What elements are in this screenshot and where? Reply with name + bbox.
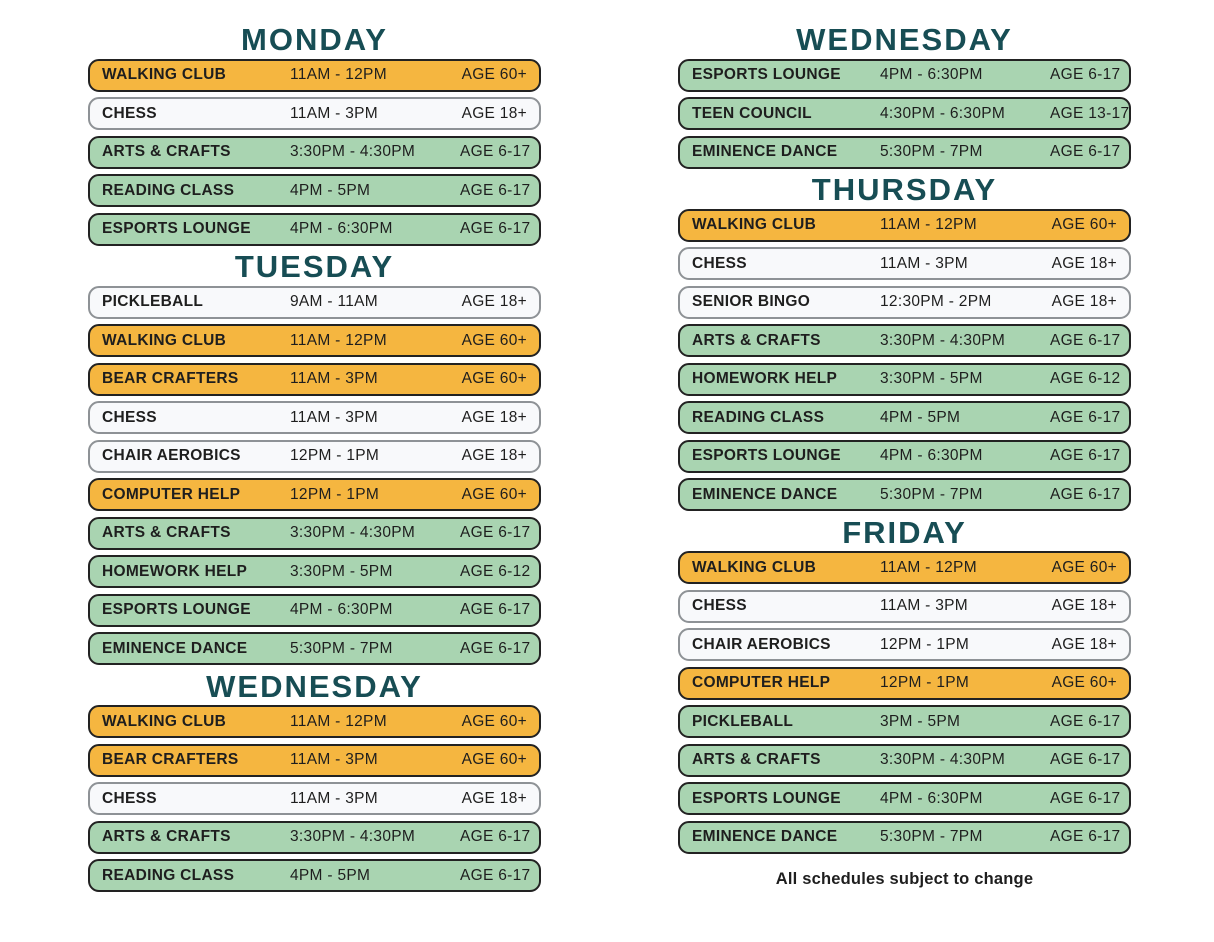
day-section: [678, 24, 1131, 169]
activity-time: 11AM - 3PM: [290, 104, 378, 122]
activity-time: 4PM - 5PM: [290, 181, 371, 199]
schedule-row: [88, 363, 541, 396]
schedule-row: [88, 97, 541, 130]
schedule-row: [88, 440, 541, 473]
schedule-row: [678, 590, 1131, 623]
activity-time: 3:30PM - 4:30PM: [290, 143, 416, 161]
activity-name: HOMEWORK HELP: [692, 370, 838, 388]
day-rows: [88, 705, 541, 892]
day-heading: WEDNESDAY: [206, 668, 423, 704]
activity-name: WALKING CLUB: [102, 331, 227, 349]
activity-age-badge: AGE 18+: [461, 408, 527, 426]
schedule-row: [88, 821, 541, 854]
activity-name: READING CLASS: [102, 181, 235, 199]
activity-time: 11AM - 12PM: [880, 558, 977, 576]
activity-name: CHESS: [692, 254, 747, 272]
activity-age-badge: AGE 60+: [461, 485, 527, 503]
activity-age-badge: AGE 60+: [461, 66, 527, 84]
activity-age-badge: AGE 6-17: [460, 220, 531, 238]
activity-name: EMINENCE DANCE: [102, 639, 248, 657]
activity-time: 11AM - 3PM: [290, 751, 378, 769]
activity-age-badge: AGE 6-17: [460, 639, 531, 657]
schedule-row: [678, 401, 1131, 434]
schedule-row: [88, 555, 541, 588]
schedule-row: [88, 744, 541, 777]
activity-time: 3:30PM - 5PM: [290, 562, 393, 580]
activity-time: 3:30PM - 4:30PM: [290, 828, 416, 846]
activity-name: SENIOR BINGO: [692, 293, 811, 311]
activity-age-badge: AGE 60+: [1051, 558, 1117, 576]
right-column-sections: [678, 24, 1131, 854]
left-column: [88, 24, 541, 898]
activity-time: 12:30PM - 2PM: [880, 293, 992, 311]
activity-age-badge: AGE 6-17: [460, 524, 531, 542]
schedule-row: [88, 632, 541, 665]
activity-age-badge: AGE 6-17: [1050, 66, 1121, 84]
schedule-row: [88, 478, 541, 511]
activity-age-badge: AGE 6-17: [1050, 447, 1121, 465]
activity-time: 11AM - 12PM: [880, 216, 977, 234]
footer-note: All schedules subject to change: [775, 869, 1034, 888]
schedule-row: [678, 59, 1131, 92]
schedule-row: [88, 59, 541, 92]
schedule-row: [678, 363, 1131, 396]
day-section: [88, 251, 541, 665]
activity-time: 9AM - 11AM: [290, 293, 378, 311]
day-rows: [678, 209, 1131, 512]
day-heading: FRIDAY: [842, 514, 967, 550]
day-section: [678, 174, 1131, 511]
activity-age-badge: AGE 60+: [461, 751, 527, 769]
activity-age-badge: AGE 6-17: [460, 181, 531, 199]
activity-time: 12PM - 1PM: [880, 674, 970, 692]
activity-age-badge: AGE 6-17: [1050, 828, 1121, 846]
activity-name: WALKING CLUB: [692, 216, 817, 234]
schedule-row: [88, 859, 541, 892]
activity-time: 5:30PM - 7PM: [880, 828, 983, 846]
day-section: [88, 24, 541, 246]
schedule-row: [88, 286, 541, 319]
activity-name: EMINENCE DANCE: [692, 828, 838, 846]
activity-name: PICKLEBALL: [102, 293, 204, 311]
activity-age-badge: AGE 18+: [1051, 635, 1117, 653]
day-heading: TUESDAY: [234, 249, 395, 285]
activity-age-badge: AGE 6-12: [1050, 370, 1121, 388]
activity-name: CHAIR AEROBICS: [692, 635, 831, 653]
activity-age-badge: AGE 60+: [1051, 216, 1117, 234]
schedule-row: [88, 324, 541, 357]
schedule-row: [678, 209, 1131, 242]
activity-time: 11AM - 12PM: [290, 66, 387, 84]
activity-age-badge: AGE 18+: [1051, 293, 1117, 311]
activity-age-badge: AGE 6-17: [1050, 485, 1121, 503]
schedule-row: [88, 517, 541, 550]
activity-age-badge: AGE 13-17: [1050, 104, 1130, 122]
activity-name: ESPORTS LOUNGE: [102, 601, 251, 619]
activity-name: ARTS & CRAFTS: [692, 331, 821, 349]
schedule-row: [678, 705, 1131, 738]
activity-time: 3PM - 5PM: [880, 712, 961, 730]
activity-name: WALKING CLUB: [102, 66, 227, 84]
schedule-row: [678, 478, 1131, 511]
activity-name: READING CLASS: [692, 408, 825, 426]
schedule-row: [678, 324, 1131, 357]
activity-time: 11AM - 3PM: [290, 370, 378, 388]
activity-time: 5:30PM - 7PM: [880, 143, 983, 161]
activity-name: READING CLASS: [102, 866, 235, 884]
day-heading: MONDAY: [241, 22, 388, 57]
activity-time: 11AM - 3PM: [880, 597, 968, 615]
activity-age-badge: AGE 18+: [461, 789, 527, 807]
activity-time: 4:30PM - 6:30PM: [880, 104, 1006, 122]
activity-name: PICKLEBALL: [692, 712, 794, 730]
schedule-row: [678, 821, 1131, 854]
activity-name: ARTS & CRAFTS: [102, 828, 231, 846]
activity-time: 3:30PM - 4:30PM: [880, 331, 1006, 349]
activity-time: 4PM - 6:30PM: [290, 601, 393, 619]
activity-age-badge: AGE 18+: [1051, 254, 1117, 272]
activity-time: 4PM - 6:30PM: [880, 66, 983, 84]
activity-time: 3:30PM - 4:30PM: [880, 751, 1006, 769]
activity-time: 11AM - 3PM: [290, 789, 378, 807]
activity-age-badge: AGE 18+: [461, 104, 527, 122]
activity-age-badge: AGE 6-17: [460, 828, 531, 846]
activity-time: 4PM - 6:30PM: [880, 447, 983, 465]
activity-age-badge: AGE 60+: [461, 712, 527, 730]
day-rows: [678, 551, 1131, 854]
activity-age-badge: AGE 60+: [461, 331, 527, 349]
activity-name: CHESS: [102, 408, 157, 426]
activity-age-badge: AGE 18+: [461, 293, 527, 311]
day-heading: WEDNESDAY: [796, 22, 1013, 57]
right-column: [678, 24, 1131, 898]
activity-name: WALKING CLUB: [102, 712, 227, 730]
activity-name: CHESS: [102, 104, 157, 122]
activity-time: 11AM - 3PM: [880, 254, 968, 272]
activity-time: 5:30PM - 7PM: [880, 485, 983, 503]
activity-time: 12PM - 1PM: [880, 635, 970, 653]
schedule-row: [678, 744, 1131, 777]
activity-name: ESPORTS LOUNGE: [692, 447, 841, 465]
activity-name: CHAIR AEROBICS: [102, 447, 241, 465]
schedule-row: [88, 705, 541, 738]
schedule-row: [88, 174, 541, 207]
activity-age-badge: AGE 60+: [1051, 674, 1117, 692]
activity-time: 12PM - 1PM: [290, 447, 380, 465]
activity-age-badge: AGE 18+: [461, 447, 527, 465]
activity-age-badge: AGE 18+: [1051, 597, 1117, 615]
activity-name: EMINENCE DANCE: [692, 485, 838, 503]
activity-time: 4PM - 5PM: [880, 408, 961, 426]
activity-name: CHESS: [692, 597, 747, 615]
schedule-row: [678, 782, 1131, 815]
activity-time: 11AM - 3PM: [290, 408, 378, 426]
activity-age-badge: AGE 6-17: [1050, 789, 1121, 807]
activity-name: COMPUTER HELP: [692, 674, 831, 692]
activity-age-badge: AGE 6-17: [1050, 143, 1121, 161]
activity-age-badge: AGE 6-17: [1050, 751, 1121, 769]
schedule-row: [678, 628, 1131, 661]
day-section: [88, 668, 541, 893]
activity-name: ARTS & CRAFTS: [692, 751, 821, 769]
activity-name: WALKING CLUB: [692, 558, 817, 576]
activity-name: ARTS & CRAFTS: [102, 143, 231, 161]
activity-time: 4PM - 5PM: [290, 866, 371, 884]
activity-name: ESPORTS LOUNGE: [102, 220, 251, 238]
activity-name: ESPORTS LOUNGE: [692, 789, 841, 807]
day-rows: [88, 59, 541, 246]
schedule-row: [88, 213, 541, 246]
activity-age-badge: AGE 6-17: [1050, 712, 1121, 730]
schedule-row: [88, 136, 541, 169]
schedule-row: [88, 782, 541, 815]
activity-name: CHESS: [102, 789, 157, 807]
activity-age-badge: AGE 6-17: [1050, 408, 1121, 426]
activity-time: 4PM - 6:30PM: [880, 789, 983, 807]
activity-age-badge: AGE 60+: [461, 370, 527, 388]
activity-age-badge: AGE 6-17: [460, 866, 531, 884]
activity-name: TEEN COUNCIL: [692, 104, 812, 122]
schedule-row: [678, 551, 1131, 584]
activity-age-badge: AGE 6-17: [460, 143, 531, 161]
activity-time: 3:30PM - 4:30PM: [290, 524, 416, 542]
day-rows: [88, 286, 541, 666]
left-column-sections: [88, 24, 541, 892]
schedule-row: [678, 667, 1131, 700]
activity-name: ESPORTS LOUNGE: [692, 66, 841, 84]
schedule-row: [678, 97, 1131, 130]
activity-age-badge: AGE 6-17: [460, 601, 531, 619]
activity-name: BEAR CRAFTERS: [102, 370, 239, 388]
activity-time: 11AM - 12PM: [290, 331, 387, 349]
schedule-row: [88, 594, 541, 627]
activity-time: 5:30PM - 7PM: [290, 639, 393, 657]
day-section: [678, 514, 1131, 854]
activity-time: 3:30PM - 5PM: [880, 370, 983, 388]
day-rows: [678, 59, 1131, 169]
activity-name: HOMEWORK HELP: [102, 562, 248, 580]
activity-name: BEAR CRAFTERS: [102, 751, 239, 769]
activity-name: ARTS & CRAFTS: [102, 524, 231, 542]
activity-time: 11AM - 12PM: [290, 712, 387, 730]
activity-time: 12PM - 1PM: [290, 485, 380, 503]
schedule-row: [678, 136, 1131, 169]
schedule-row: [678, 286, 1131, 319]
activity-age-badge: AGE 6-17: [1050, 331, 1121, 349]
activity-name: EMINENCE DANCE: [692, 143, 838, 161]
schedule-row: [678, 440, 1131, 473]
activity-age-badge: AGE 6-12: [460, 562, 531, 580]
schedule-row: [678, 247, 1131, 280]
activity-name: COMPUTER HELP: [102, 485, 241, 503]
schedule-row: [88, 401, 541, 434]
day-heading: THURSDAY: [811, 172, 998, 208]
activity-time: 4PM - 6:30PM: [290, 220, 393, 238]
